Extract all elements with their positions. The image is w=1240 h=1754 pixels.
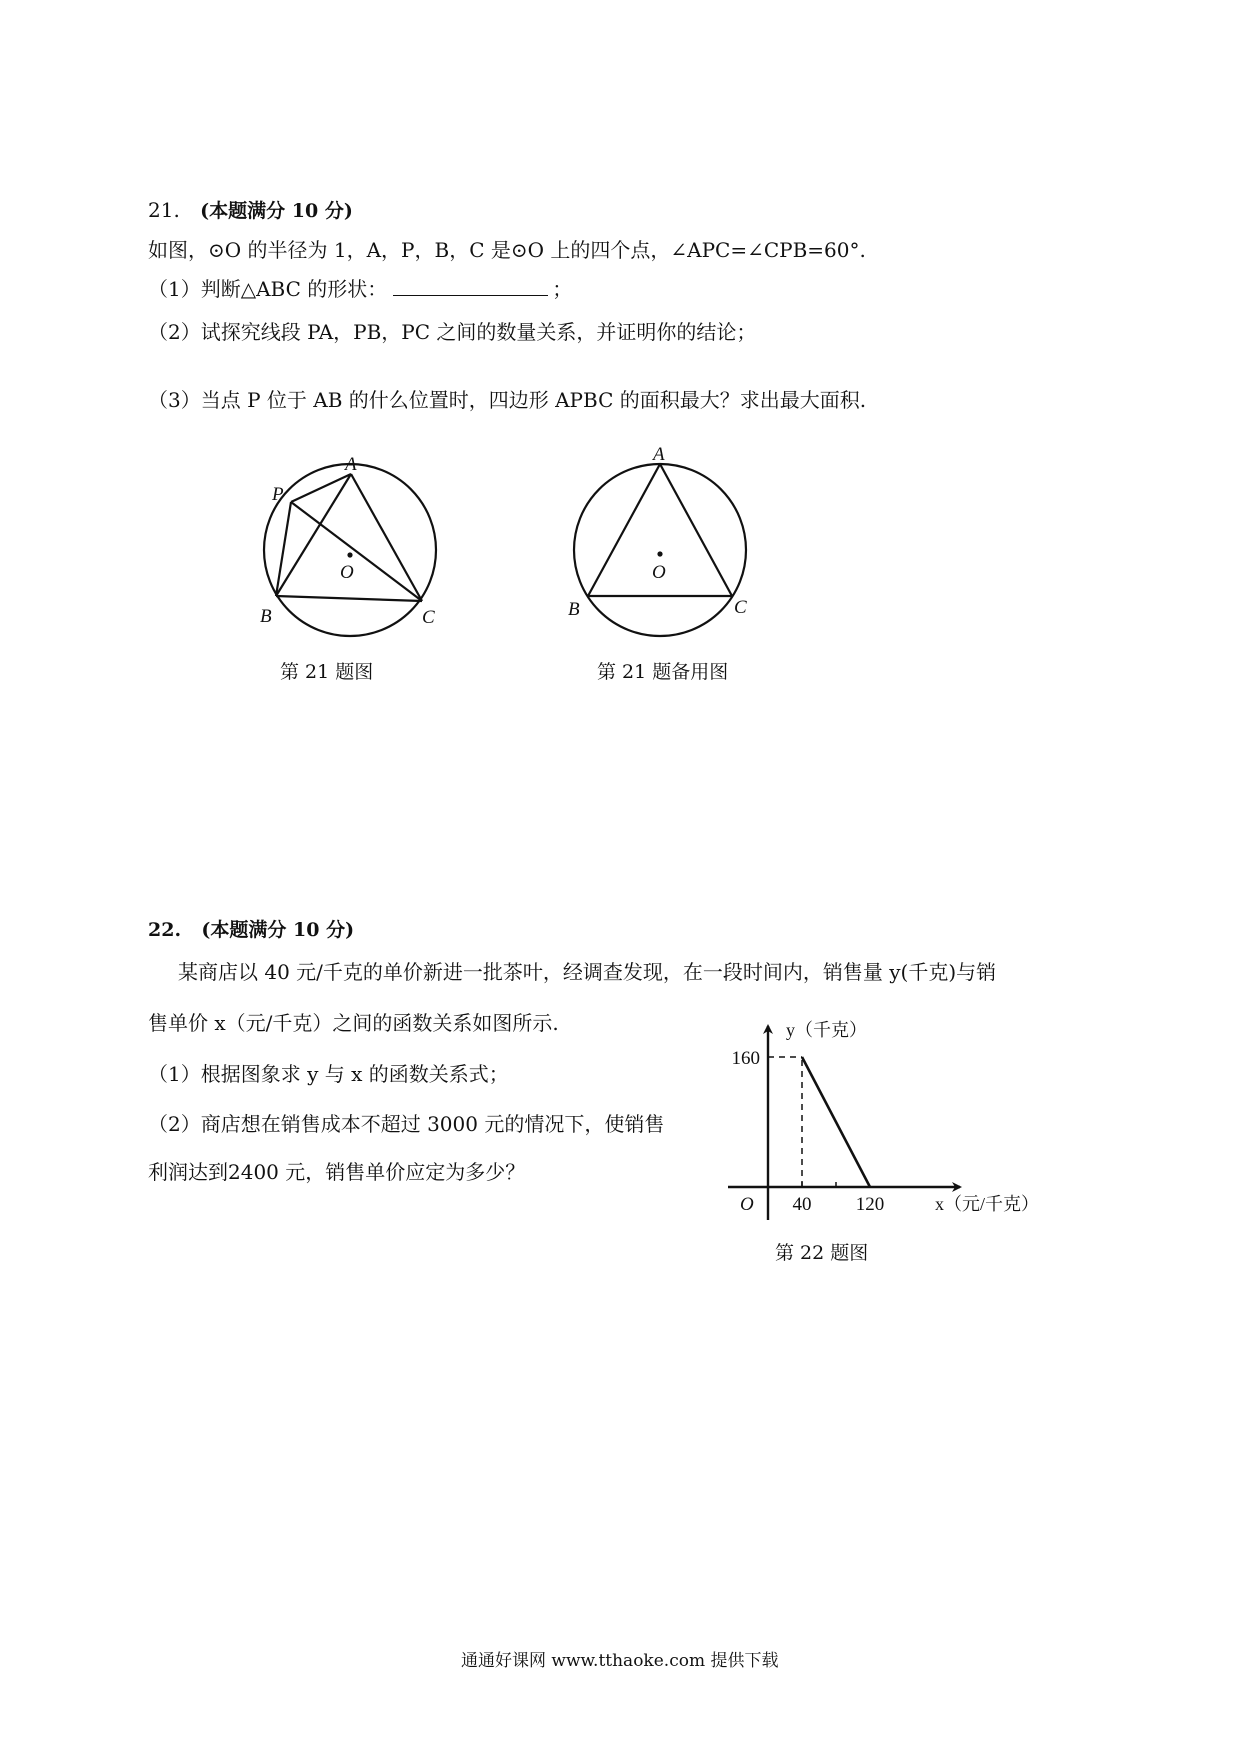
q21-part3: （3）当点 P 位于 AB 的什么位置时，四边形 APBC 的面积最大？求出最大面积. [148, 388, 867, 412]
segment-ac [660, 464, 732, 596]
segment-ac [351, 474, 422, 601]
q21-score: (本题满分 10 分) [200, 200, 353, 222]
x-tick-label: 120 [855, 1194, 885, 1215]
y-tick-label: 160 [731, 1048, 760, 1069]
circle-o [264, 464, 436, 636]
q21-part1 [148, 275, 572, 303]
q22-chart [720, 1010, 1050, 1215]
label-b: B [260, 606, 272, 627]
q22-header [148, 915, 354, 944]
q22-stem-line2: 售单价 x（元/千克）之间的函数关系如图所示. [148, 1011, 559, 1035]
series-line [802, 1057, 870, 1187]
x-axis-label: x（元/千克） [935, 1194, 1040, 1214]
q21-figure [250, 450, 450, 650]
segment-ab [588, 464, 660, 596]
answer-blank [393, 277, 548, 296]
center-dot [347, 552, 352, 557]
q22-part2-line2: 利润达到2400 元，销售单价应定为多少？ [148, 1160, 526, 1184]
footer-text: 通通好课网 www.tthaoke.com 提供下载 [461, 1651, 779, 1671]
q22-part1: （1）根据图象求 y 与 x 的函数关系式； [148, 1062, 509, 1086]
q22-part2-line1: （2）商店想在销售成本不超过 3000 元的情况下，使销售 [148, 1112, 665, 1136]
q21-number: 21. [148, 198, 180, 222]
q21-fig2-caption: 第 21 题备用图 [597, 661, 729, 683]
label-o: O [340, 562, 354, 583]
y-axis-label: y（千克） [786, 1020, 867, 1040]
label-a: A [653, 444, 665, 465]
label-b: B [568, 599, 580, 620]
q22-caption: 第 22 题图 [775, 1242, 869, 1264]
label-a: A [345, 454, 357, 475]
q22-stem-line1: 某商店以 40 元/千克的单价新进一批茶叶，经调查发现，在一段时间内，销售量 y(千克)与销 [178, 960, 997, 984]
center-dot [657, 551, 662, 556]
label-p: P [272, 484, 284, 505]
origin-label: O [740, 1194, 754, 1215]
q21-backup-figure [560, 444, 760, 650]
circle-o [574, 464, 746, 636]
q21-stem: 如图，⊙O 的半径为 1，A，P，B，C 是⊙O 上的四个点，∠APC=∠CPB=60°. [148, 238, 866, 262]
label-c: C [422, 607, 435, 628]
label-c: C [734, 597, 747, 618]
segment-bc [276, 596, 422, 601]
q22-score: (本题满分 10 分) [201, 919, 355, 941]
segment-pc [291, 502, 422, 601]
label-o: O [652, 562, 666, 583]
x-tick-label: 40 [792, 1194, 812, 1215]
q21-part1-suffix: ； [552, 277, 573, 301]
q21-part1-text: （1）判断△ABC 的形状： [148, 277, 388, 301]
q22-number: 22. [148, 919, 182, 941]
q21-part2: （2）试探究线段 PA，PB，PC 之间的数量关系，并证明你的结论； [148, 320, 757, 344]
q21-fig1-caption: 第 21 题图 [280, 661, 374, 683]
q21-header [148, 196, 353, 225]
